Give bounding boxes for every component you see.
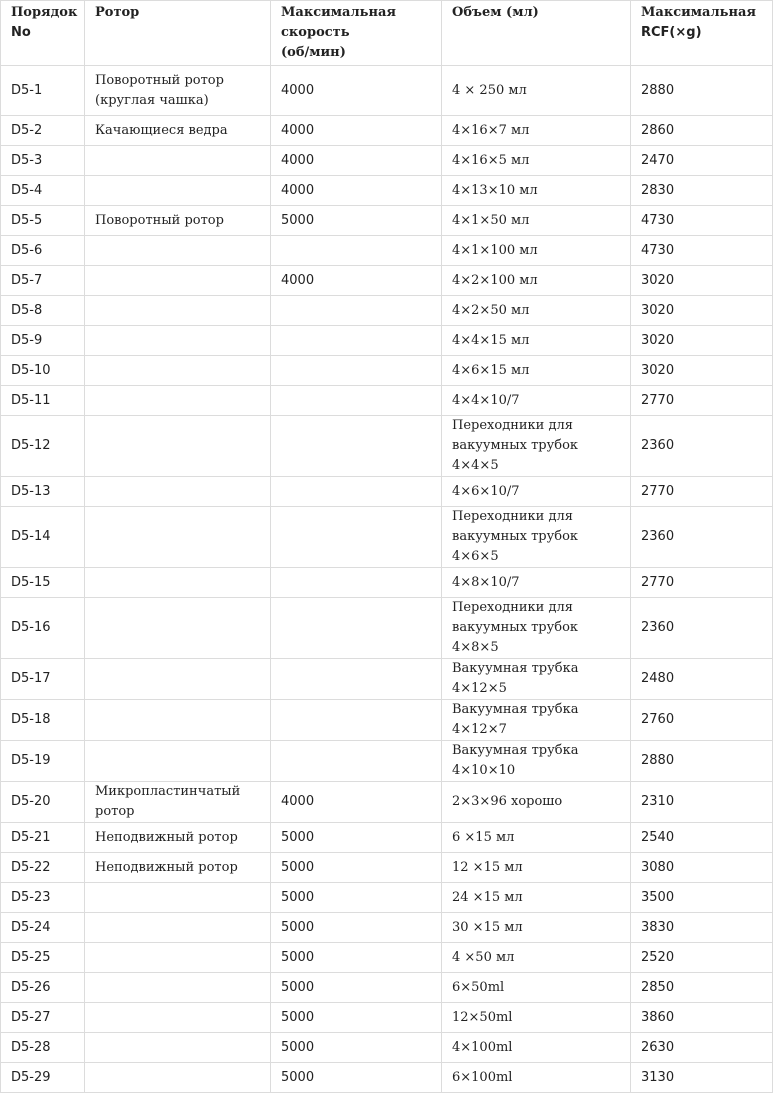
cell-order-no: D5-15 xyxy=(1,568,85,598)
cell-max-speed: 5000 xyxy=(271,943,442,973)
cell-order-no: D5-25 xyxy=(1,943,85,973)
header-max-rcf-line2: RCF(×g) xyxy=(641,25,702,40)
cell-max-speed: 5000 xyxy=(271,883,442,913)
cell-max-rcf: 2540 xyxy=(631,823,773,853)
cell-order-no: D5-29 xyxy=(1,1063,85,1093)
cell-rotor xyxy=(85,568,271,598)
cell-volume: 4×6×10/7 xyxy=(442,477,631,507)
cell-max-rcf: 3020 xyxy=(631,296,773,326)
cell-max-rcf: 2470 xyxy=(631,146,773,176)
cell-order-no: D5-13 xyxy=(1,477,85,507)
table-row xyxy=(1,326,773,356)
table-row xyxy=(1,507,773,568)
cell-volume: 4×6×15 мл xyxy=(442,356,631,386)
cell-max-speed xyxy=(271,741,442,782)
header-order-no-line1: Порядок xyxy=(11,5,78,20)
cell-order-no: D5-22 xyxy=(1,853,85,883)
table-row xyxy=(1,416,773,477)
cell-max-rcf: 2770 xyxy=(631,386,773,416)
cell-max-speed: 5000 xyxy=(271,973,442,1003)
cell-volume: 4 ×50 мл xyxy=(442,943,631,973)
cell-order-no: D5-16 xyxy=(1,598,85,659)
cell-rotor xyxy=(85,236,271,266)
table-row xyxy=(1,176,773,206)
cell-max-rcf: 3020 xyxy=(631,356,773,386)
cell-order-no: D5-10 xyxy=(1,356,85,386)
header-order-no-line2: No xyxy=(11,25,31,40)
table-row xyxy=(1,266,773,296)
cell-max-speed: 4000 xyxy=(271,782,442,823)
cell-max-rcf: 3130 xyxy=(631,1063,773,1093)
cell-max-rcf: 2880 xyxy=(631,66,773,116)
cell-order-no: D5-24 xyxy=(1,913,85,943)
cell-order-no: D5-9 xyxy=(1,326,85,356)
header-volume xyxy=(442,1,631,66)
cell-max-rcf: 2880 xyxy=(631,741,773,782)
cell-rotor xyxy=(85,477,271,507)
table-row xyxy=(1,568,773,598)
header-volume-label: Объем (мл) xyxy=(452,5,539,20)
cell-order-no: D5-6 xyxy=(1,236,85,266)
cell-order-no: D5-5 xyxy=(1,206,85,236)
cell-max-rcf: 2520 xyxy=(631,943,773,973)
table-row xyxy=(1,1003,773,1033)
table-row xyxy=(1,700,773,741)
header-max-rcf xyxy=(631,1,773,66)
cell-max-speed: 4000 xyxy=(271,116,442,146)
cell-volume: 4×2×50 мл xyxy=(442,296,631,326)
cell-max-rcf: 3080 xyxy=(631,853,773,883)
cell-max-rcf: 2310 xyxy=(631,782,773,823)
cell-volume: 30 ×15 мл xyxy=(442,913,631,943)
table-body xyxy=(1,66,773,1093)
cell-order-no: D5-18 xyxy=(1,700,85,741)
cell-order-no: D5-1 xyxy=(1,66,85,116)
cell-max-speed xyxy=(271,386,442,416)
table-row xyxy=(1,356,773,386)
cell-volume: 24 ×15 мл xyxy=(442,883,631,913)
cell-volume: 12 ×15 мл xyxy=(442,853,631,883)
cell-rotor: Качающиеся ведра xyxy=(85,116,271,146)
cell-rotor xyxy=(85,1003,271,1033)
cell-max-rcf: 2760 xyxy=(631,700,773,741)
cell-max-speed xyxy=(271,477,442,507)
cell-order-no: D5-14 xyxy=(1,507,85,568)
cell-max-rcf: 2860 xyxy=(631,116,773,146)
table-row xyxy=(1,883,773,913)
cell-rotor xyxy=(85,913,271,943)
cell-max-rcf: 2360 xyxy=(631,416,773,477)
cell-max-speed xyxy=(271,598,442,659)
cell-volume: 2×3×96 хорошо xyxy=(442,782,631,823)
cell-volume: 6×100ml xyxy=(442,1063,631,1093)
header-rotor-label: Ротор xyxy=(95,5,140,20)
cell-rotor xyxy=(85,296,271,326)
cell-volume: Переходники для вакуумных трубок 4×4×5 xyxy=(442,416,631,477)
cell-rotor: Микропластинчатый ротор xyxy=(85,782,271,823)
cell-order-no: D5-20 xyxy=(1,782,85,823)
table-row xyxy=(1,386,773,416)
cell-max-speed: 4000 xyxy=(271,146,442,176)
cell-rotor xyxy=(85,598,271,659)
header-rotor xyxy=(85,1,271,66)
cell-rotor xyxy=(85,146,271,176)
cell-max-rcf: 4730 xyxy=(631,236,773,266)
cell-rotor xyxy=(85,326,271,356)
cell-max-speed: 5000 xyxy=(271,853,442,883)
cell-max-speed xyxy=(271,416,442,477)
cell-rotor xyxy=(85,973,271,1003)
table-row xyxy=(1,598,773,659)
cell-order-no: D5-7 xyxy=(1,266,85,296)
cell-max-speed xyxy=(271,356,442,386)
cell-order-no: D5-26 xyxy=(1,973,85,1003)
cell-volume: 6 ×15 мл xyxy=(442,823,631,853)
cell-max-rcf: 2830 xyxy=(631,176,773,206)
cell-rotor xyxy=(85,1063,271,1093)
cell-rotor xyxy=(85,416,271,477)
cell-max-rcf: 2360 xyxy=(631,598,773,659)
cell-max-rcf: 3020 xyxy=(631,326,773,356)
cell-max-rcf: 2850 xyxy=(631,973,773,1003)
header-row xyxy=(1,1,773,66)
cell-rotor xyxy=(85,883,271,913)
cell-volume: Вакуумная трубка 4×10×10 xyxy=(442,741,631,782)
cell-max-rcf: 2770 xyxy=(631,477,773,507)
cell-max-speed xyxy=(271,700,442,741)
cell-rotor xyxy=(85,1033,271,1063)
cell-max-speed: 4000 xyxy=(271,66,442,116)
cell-max-speed: 5000 xyxy=(271,1063,442,1093)
cell-rotor xyxy=(85,356,271,386)
cell-max-speed: 5000 xyxy=(271,206,442,236)
cell-rotor: Неподвижный ротор xyxy=(85,853,271,883)
table-row xyxy=(1,1063,773,1093)
table-row xyxy=(1,913,773,943)
cell-volume: Вакуумная трубка 4×12×7 xyxy=(442,700,631,741)
table-row xyxy=(1,741,773,782)
cell-order-no: D5-12 xyxy=(1,416,85,477)
table-row xyxy=(1,236,773,266)
cell-volume: 12×50ml xyxy=(442,1003,631,1033)
cell-max-speed xyxy=(271,659,442,700)
cell-max-rcf: 3500 xyxy=(631,883,773,913)
cell-volume: 4×13×10 мл xyxy=(442,176,631,206)
cell-volume: Переходники для вакуумных трубок 4×6×5 xyxy=(442,507,631,568)
cell-max-speed xyxy=(271,326,442,356)
cell-volume: 4×1×100 мл xyxy=(442,236,631,266)
cell-rotor xyxy=(85,176,271,206)
cell-rotor xyxy=(85,700,271,741)
table-row xyxy=(1,116,773,146)
cell-rotor xyxy=(85,266,271,296)
cell-max-speed xyxy=(271,236,442,266)
table-row xyxy=(1,823,773,853)
cell-max-speed: 5000 xyxy=(271,1033,442,1063)
cell-volume: 4×100ml xyxy=(442,1033,631,1063)
cell-volume: 4×1×50 мл xyxy=(442,206,631,236)
cell-max-rcf: 2480 xyxy=(631,659,773,700)
cell-volume: 4×16×7 мл xyxy=(442,116,631,146)
header-max-rcf-line1: Максимальная xyxy=(641,5,757,20)
cell-order-no: D5-28 xyxy=(1,1033,85,1063)
cell-volume: 4 × 250 мл xyxy=(442,66,631,116)
table-row xyxy=(1,477,773,507)
cell-max-rcf: 4730 xyxy=(631,206,773,236)
cell-order-no: D5-4 xyxy=(1,176,85,206)
table-row xyxy=(1,782,773,823)
cell-volume: 4×4×10/7 xyxy=(442,386,631,416)
table-row xyxy=(1,66,773,116)
cell-rotor xyxy=(85,741,271,782)
cell-volume: 4×4×15 мл xyxy=(442,326,631,356)
table-row xyxy=(1,853,773,883)
cell-rotor xyxy=(85,659,271,700)
cell-volume: Переходники для вакуумных трубок 4×8×5 xyxy=(442,598,631,659)
cell-max-speed: 4000 xyxy=(271,266,442,296)
cell-order-no: D5-23 xyxy=(1,883,85,913)
cell-order-no: D5-19 xyxy=(1,741,85,782)
cell-order-no: D5-21 xyxy=(1,823,85,853)
header-max-speed-line2: (об/мин) xyxy=(281,45,346,60)
cell-volume: 4×8×10/7 xyxy=(442,568,631,598)
table-row xyxy=(1,146,773,176)
cell-max-rcf: 2630 xyxy=(631,1033,773,1063)
cell-volume: 4×2×100 мл xyxy=(442,266,631,296)
cell-rotor xyxy=(85,386,271,416)
cell-rotor xyxy=(85,943,271,973)
table-row xyxy=(1,1033,773,1063)
cell-rotor: Поворотный ротор (круглая чашка) xyxy=(85,66,271,116)
cell-order-no: D5-8 xyxy=(1,296,85,326)
cell-volume: 6×50ml xyxy=(442,973,631,1003)
cell-max-speed xyxy=(271,568,442,598)
cell-order-no: D5-27 xyxy=(1,1003,85,1033)
header-max-speed xyxy=(271,1,442,66)
table-row xyxy=(1,973,773,1003)
cell-volume: 4×16×5 мл xyxy=(442,146,631,176)
cell-order-no: D5-17 xyxy=(1,659,85,700)
table-row xyxy=(1,659,773,700)
cell-max-rcf: 3830 xyxy=(631,913,773,943)
cell-order-no: D5-3 xyxy=(1,146,85,176)
cell-max-rcf: 3860 xyxy=(631,1003,773,1033)
cell-max-speed: 5000 xyxy=(271,913,442,943)
cell-max-speed: 5000 xyxy=(271,823,442,853)
cell-max-speed: 5000 xyxy=(271,1003,442,1033)
cell-max-speed xyxy=(271,507,442,568)
cell-rotor: Поворотный ротор xyxy=(85,206,271,236)
cell-rotor xyxy=(85,507,271,568)
cell-rotor: Неподвижный ротор xyxy=(85,823,271,853)
table-row xyxy=(1,943,773,973)
header-max-speed-line1: Максимальная скорость xyxy=(281,5,397,40)
cell-max-rcf: 2770 xyxy=(631,568,773,598)
header-order-no xyxy=(1,1,85,66)
table-row xyxy=(1,206,773,236)
cell-max-rcf: 2360 xyxy=(631,507,773,568)
cell-order-no: D5-2 xyxy=(1,116,85,146)
cell-max-rcf: 3020 xyxy=(631,266,773,296)
cell-order-no: D5-11 xyxy=(1,386,85,416)
cell-volume: Вакуумная трубка 4×12×5 xyxy=(442,659,631,700)
cell-max-speed: 4000 xyxy=(271,176,442,206)
cell-max-speed xyxy=(271,296,442,326)
table-row xyxy=(1,296,773,326)
